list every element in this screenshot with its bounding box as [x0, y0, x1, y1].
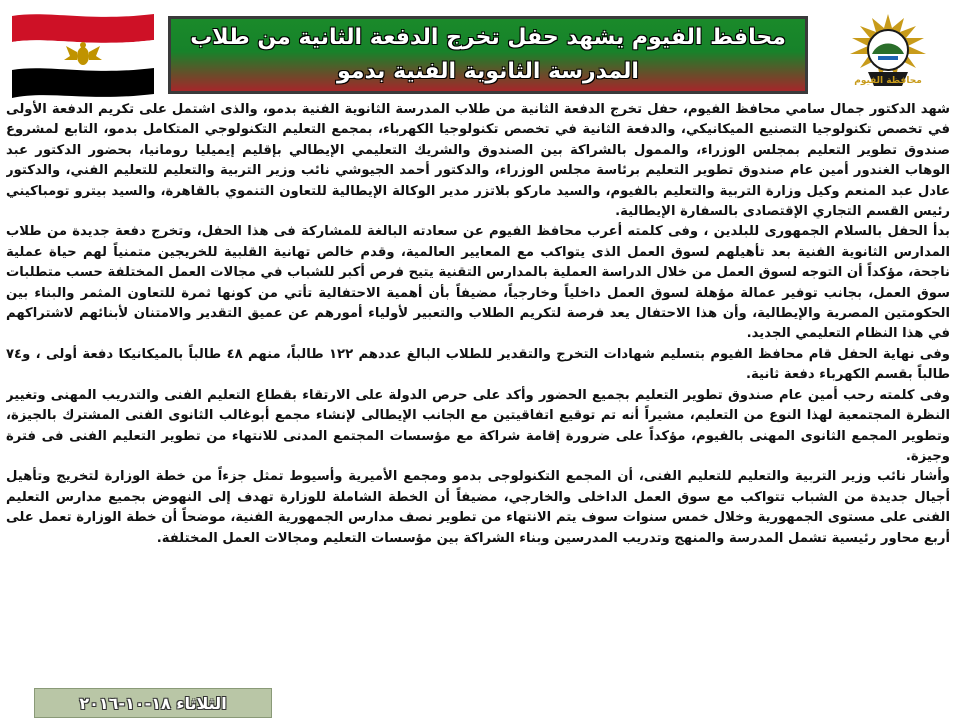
publish-date: الثلاثاء ١٨-١٠-٢٠١٦ [79, 693, 227, 713]
article-body [6, 100, 950, 720]
logo-text: محافظة الفيوم [854, 76, 922, 86]
article-paragraph: بدأ الحفل بالسلام الجمهورى للبلدين ، وفى كلمته أعرب محافظ الفيوم عن سعادته البالغة للمشاركة فى هذا الحفل، وتخرج دفعة جديدة من طلاب المدارس الثانوية الفنية بعد تأهيلهم لسوق العمل الذى يتواكب مع المعايير العالمية، وقدم خالص تهانية القلبية للخريجين متمنياً لهم حياة عملية ناجحة، مؤكداً أن التوجه لسوق العمل من خلال الدراسة العملية بالمدارس التقنية يتيح فرص أكبر للشباب في مجالات العمل المختلفة حسب متطلبات سوق العمل، بجانب توفير عمالة مؤهلة لسوق العمل داخلياً وخارجياً، مضيفاً بأن أهمية الاحتفالية تأتي من كونها ثمرة للتعاون المثمر والبناء بين الحكومتين المصرية والإيطالية، وأن هذا الاحتفال يعد فرصة لتكريم الطلاب والتعبير لأولياء أمورهم عن عميق التقدير والامتنان لأبنائهم لاشتراكهم في هذا النظام التعليمي الجديد. [6, 224, 950, 342]
egypt-flag-icon [8, 10, 158, 100]
article-paragraph: وفى نهاية الحفل قام محافظ الفيوم بتسليم شهادات التخرج والتقدير للطلاب البالغ عددهم ١٢٢ طالباً، منهم ٤٨ طالباً بالميكانيكا دفعة أولى ، و٧٤ طالباً بقسم الكهرباء دفعة ثانية. [6, 346, 950, 383]
article-paragraph: وأشار نائب وزير التربية والتعليم للتعليم الفنى، أن المجمع التكنولوجى بدمو ومجمع الأميرية وأسيوط تمثل جزءاً من خطة الوزارة لتخريج وتأهيل أجيال جديدة من الشباب تتواكب مع سوق العمل الداخلى والخارجي، مضيفاً أن الخطة الشاملة للوزارة تهدف إلى النهوض بجميع مدارس التعليم الفنى على مستوى الجمهورية وخلال خمس سنوات سوف يتم الانتهاء من تطوير نصف مدارس الجمهورية الفنية، موضحاً أن خطة الوزارة تعمل على أربع محاور رئيسية تشمل المدرسة والمنهج وتدريب المدرسين وبناء الشراكة بين مؤسسات التعليم ومجالات العمل المختلفة. [6, 469, 950, 546]
headline-banner [168, 16, 808, 94]
page-title: محافظ الفيوم يشهد حفل تخرج الدفعة الثانية من طلاب المدرسة الثانوية الفنية بدمو [190, 25, 786, 84]
date-badge [34, 688, 272, 718]
fayoum-governorate-logo-icon [826, 10, 950, 102]
article-paragraph: وفى كلمته رحب أمين عام صندوق تطوير التعليم بجميع الحضور وأكد على حرص الدولة على الارتقاء بقطاع التعليم الفنى والتدريب المهنى وتغيير النظرة المجتمعية لهذا النوع من التعليم، مشيراً أنه تم توقيع اتفاقيتين مع الجانب الإيطالى لإنشاء مجمع أبوغالب الثانوى الفنى المشترك بالجيزة، وتطوير المجمع الثانوى المهنى بالفيوم، مؤكداً على ضرورة إقامة شراكة مع مؤسسات المجتمع المدنى للانتهاء من تطوير التعليم الفنى فى فترة وجيزة. [6, 387, 950, 464]
article-paragraph: شهد الدكتور جمال سامي محافظ الفيوم، حفل تخرج الدفعة الثانية من طلاب المدرسة الثانوية الفنية بدمو، والذى اشتمل على تكريم الدفعة الأولى في تخصص تكنولوجيا التصنيع الميكانيكي، والدفعة الثانية في تخصص تكنولوجيا الكهرباء، بمجمع التعليم التكنولوجي المتكامل بدمو، التابع لمشروع صندوق تطوير التعليم بمجلس الوزراء، والممول بالشراكة بين الصندوق والشريك التعليمي الإيطالي بإقليم إيميليا رومانيا، بحضور الدكتور عبد الوهاب الغندور أمين عام صندوق تطوير التعليم برئاسة مجلس الوزراء، والدكتور أحمد الجيوشي نائب وزير التربية والتعليم للتعليم الفني، والدكتور عادل عبد المنعم وكيل وزارة التربية والتعليم بالفيوم، والسيد ماركو بلاتزر مدير الوكالة الإيطالية للتعاون التنموي بالقاهرة، والسيد بيترو تومباكيني رئيس القسم التجاري الإقتصادى بالسفارة الإيطالية. [6, 102, 950, 220]
